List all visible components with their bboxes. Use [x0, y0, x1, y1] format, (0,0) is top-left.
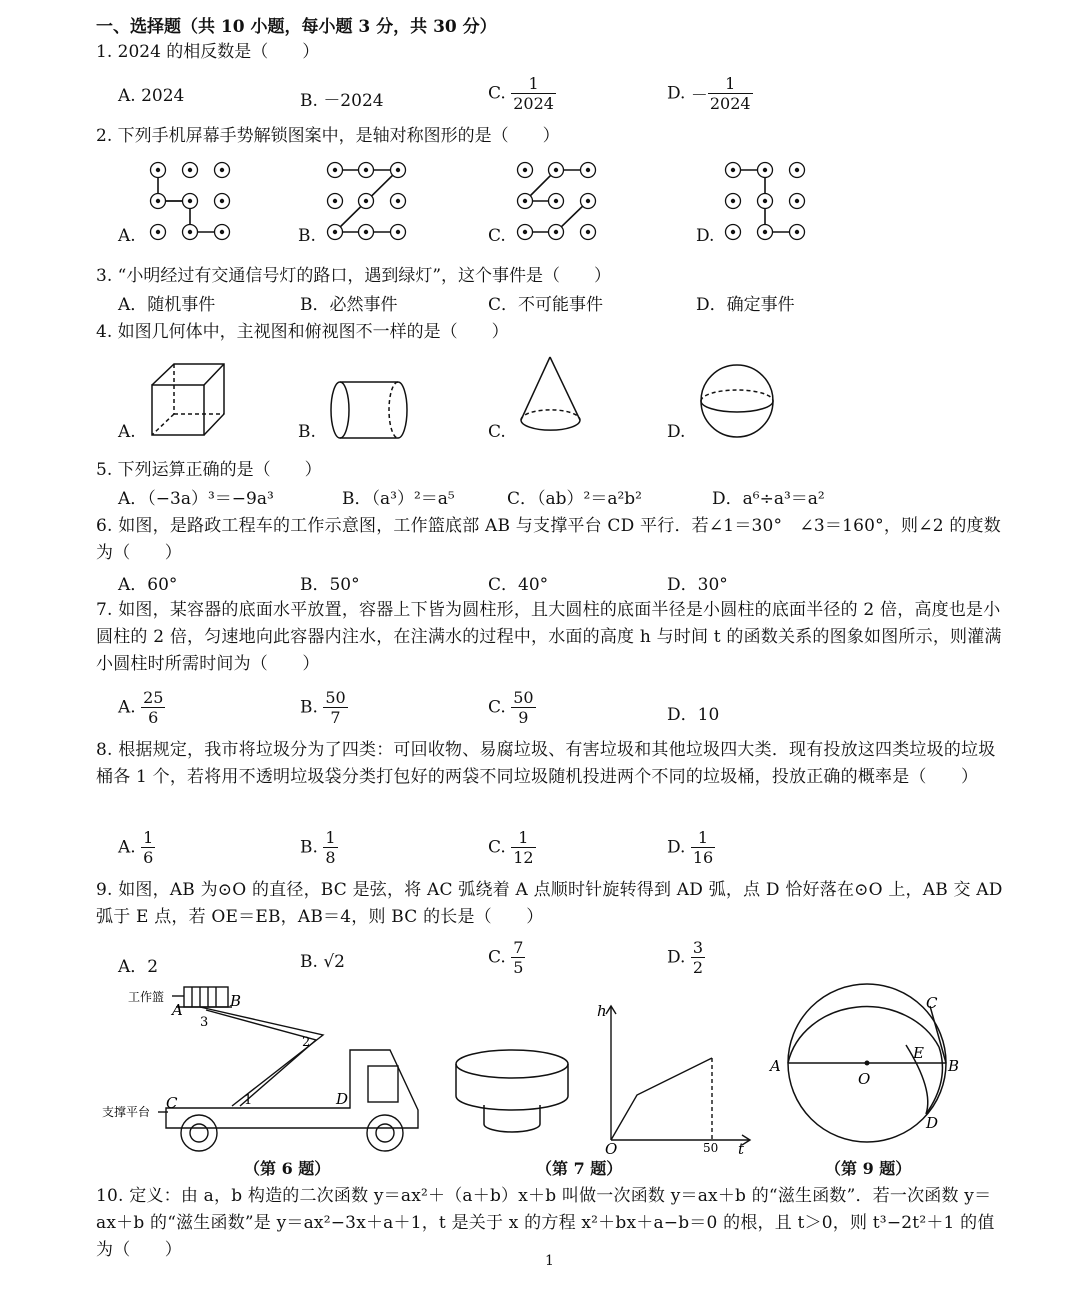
- q6-option-c[interactable]: C．40°: [488, 575, 549, 595]
- svg-text:O: O: [605, 1140, 618, 1158]
- label-platform: 支撑平台: [102, 1105, 151, 1119]
- question-8: 8. 根据规定，我市将垃圾分为了四类：可回收物、易腐垃圾、有害垃圾和其他垃圾四大类．现有投放这四类垃圾的垃圾桶各 1 个，若将用不透明垃圾袋分类打包好的两袋不同垃圾随机投进两个不同的垃圾桶，投放正确的概率是（ ）: [96, 740, 996, 787]
- svg-text:C: C: [166, 1094, 178, 1112]
- question-6: 6. 如图，是路政工程车的工作示意图，工作篮底部 AB 与支撑平台 CD 平行．若∠1＝30° ∠3＝160°，则∠2 的度数为（ ）: [96, 516, 1001, 563]
- q6-option-b[interactable]: B．50°: [300, 575, 360, 595]
- figure-7-caption: （第 7 题）: [536, 1159, 623, 1178]
- q7-option-c[interactable]: C. $\frac{50}{9}$: [488, 688, 534, 727]
- q4-label-c: C.: [488, 422, 506, 442]
- q2-label-c: C.: [488, 226, 506, 246]
- question-7: 7. 如图，某容器的底面水平放置，容器上下皆为圆柱形，且大圆柱的底面半径是小圆柱的底面半径的 2 倍，高度也是小圆柱的 2 倍，匀速地向此容器内注水，在注满水的过程中，水面的高度 h 与时间 t 的函数关系的图象如图所示，则灌满小圆柱时所需时间为（ ）: [96, 600, 1002, 674]
- q9-option-b[interactable]: B. √2: [300, 952, 345, 972]
- q4-label-a: A.: [118, 422, 136, 442]
- page-number: 1: [545, 1253, 554, 1269]
- q5-option-c[interactable]: C．（ab）²＝a²b²: [507, 489, 642, 509]
- svg-text:h: h: [597, 1002, 607, 1020]
- svg-text:C: C: [926, 994, 938, 1012]
- figure-9-caption: （第 9 题）: [825, 1159, 912, 1178]
- q8-option-a[interactable]: A. $\frac{1}{6}$: [118, 828, 154, 867]
- figure-6-caption: （第 6 题）: [244, 1159, 331, 1178]
- label-basket: 工作篮: [128, 990, 165, 1004]
- q2-label-b: B.: [298, 226, 316, 246]
- question-4: 4. 如图几何体中，主视图和俯视图不一样的是（ ）: [96, 322, 509, 342]
- q1-option-c[interactable]: C. $\frac{1}{2024}$: [488, 74, 554, 113]
- q3-option-b[interactable]: B．必然事件: [300, 295, 398, 315]
- svg-text:B: B: [948, 1057, 960, 1075]
- svg-text:A: A: [770, 1057, 781, 1075]
- q6-option-a[interactable]: A．60°: [118, 575, 178, 595]
- svg-text:D: D: [926, 1114, 939, 1132]
- q9-option-c[interactable]: C. $\frac{7}{5}$: [488, 938, 524, 977]
- question-10: 10. 定义：由 a，b 构造的二次函数 y＝ax²＋（a＋b）x＋b 叫做一次函数 y＝ax＋b 的“滋生函数”．若一次函数 y＝ax＋b 的“滋生函数”是 y＝ax²−3x＋a＋1，t 是关于 x 的方程 x²＋bx＋a−b＝0 的根，且 t＞0，则 t³−2t²＋1 的值为（ ）: [96, 1186, 995, 1260]
- q3-option-c[interactable]: C．不可能事件: [488, 295, 604, 315]
- question-2: 2. 下列手机屏幕手势解锁图案中，是轴对称图形的是（ ）: [96, 126, 560, 146]
- q2-label-a: A.: [118, 226, 136, 246]
- q2-label-d: D.: [696, 226, 715, 246]
- section-title: 一、选择题（共 10 小题，每小题 3 分，共 30 分）: [96, 17, 497, 37]
- q9-option-d[interactable]: D. $\frac{3}{2}$: [667, 938, 704, 977]
- q8-option-d[interactable]: D. $\frac{1}{16}$: [667, 828, 714, 867]
- q9-option-a[interactable]: A．2: [118, 957, 159, 977]
- q5-option-d[interactable]: D．a⁶÷a³＝a²: [712, 489, 825, 509]
- q4-label-d: D.: [667, 422, 686, 442]
- svg-text:B: B: [230, 992, 242, 1010]
- question-3: 3. “小明经过有交通信号灯的路口，遇到绿灯”，这个事件是（ ）: [96, 266, 612, 286]
- svg-text:A: A: [172, 1001, 183, 1019]
- question-stem: 2024 的相反数是（ ）: [117, 42, 320, 62]
- q3-option-a[interactable]: A．随机事件: [118, 295, 216, 315]
- q1-option-d[interactable]: D. － $\frac{1}{2024}$: [667, 74, 751, 113]
- q7-option-d[interactable]: D．10: [667, 705, 720, 725]
- q7-option-a[interactable]: A. $\frac{25}{6}$: [118, 688, 164, 727]
- svg-text:t: t: [738, 1140, 745, 1158]
- question-number: 1.: [96, 42, 113, 62]
- q8-option-c[interactable]: C. $\frac{1}{12}$: [488, 828, 534, 867]
- q7-option-b[interactable]: B. $\frac{50}{7}$: [300, 688, 346, 727]
- svg-text:E: E: [913, 1044, 924, 1062]
- q8-option-b[interactable]: B. $\frac{1}{8}$: [300, 828, 336, 867]
- q1-option-a[interactable]: A. 2024: [118, 86, 185, 106]
- svg-text:2: 2: [302, 1035, 311, 1050]
- svg-text:D: D: [336, 1090, 349, 1108]
- svg-text:1: 1: [244, 1093, 253, 1108]
- q4-label-b: B.: [298, 422, 316, 442]
- q5-option-b[interactable]: B．（a³）²＝a⁵: [342, 489, 455, 509]
- q3-option-d[interactable]: D．确定事件: [696, 295, 795, 315]
- svg-text:3: 3: [200, 1015, 209, 1030]
- question-5: 5. 下列运算正确的是（ ）: [96, 460, 322, 480]
- question-9: 9. 如图，AB 为⊙O 的直径，BC 是弦，将 AC 弧绕着 A 点顺时针旋转得到 AD 弧，点 D 恰好落在⊙O 上，AB 交 AD 弧于 E 点，若 OE＝EB，AB＝4，则 BC 的长是（ ）: [96, 880, 1003, 927]
- q5-option-a[interactable]: A．（−3a）³＝−9a³: [118, 489, 274, 509]
- q1-option-b[interactable]: B. －2024: [300, 91, 384, 111]
- q6-option-d[interactable]: D．30°: [667, 575, 728, 595]
- svg-text:50: 50: [703, 1141, 719, 1155]
- svg-text:O: O: [858, 1070, 871, 1088]
